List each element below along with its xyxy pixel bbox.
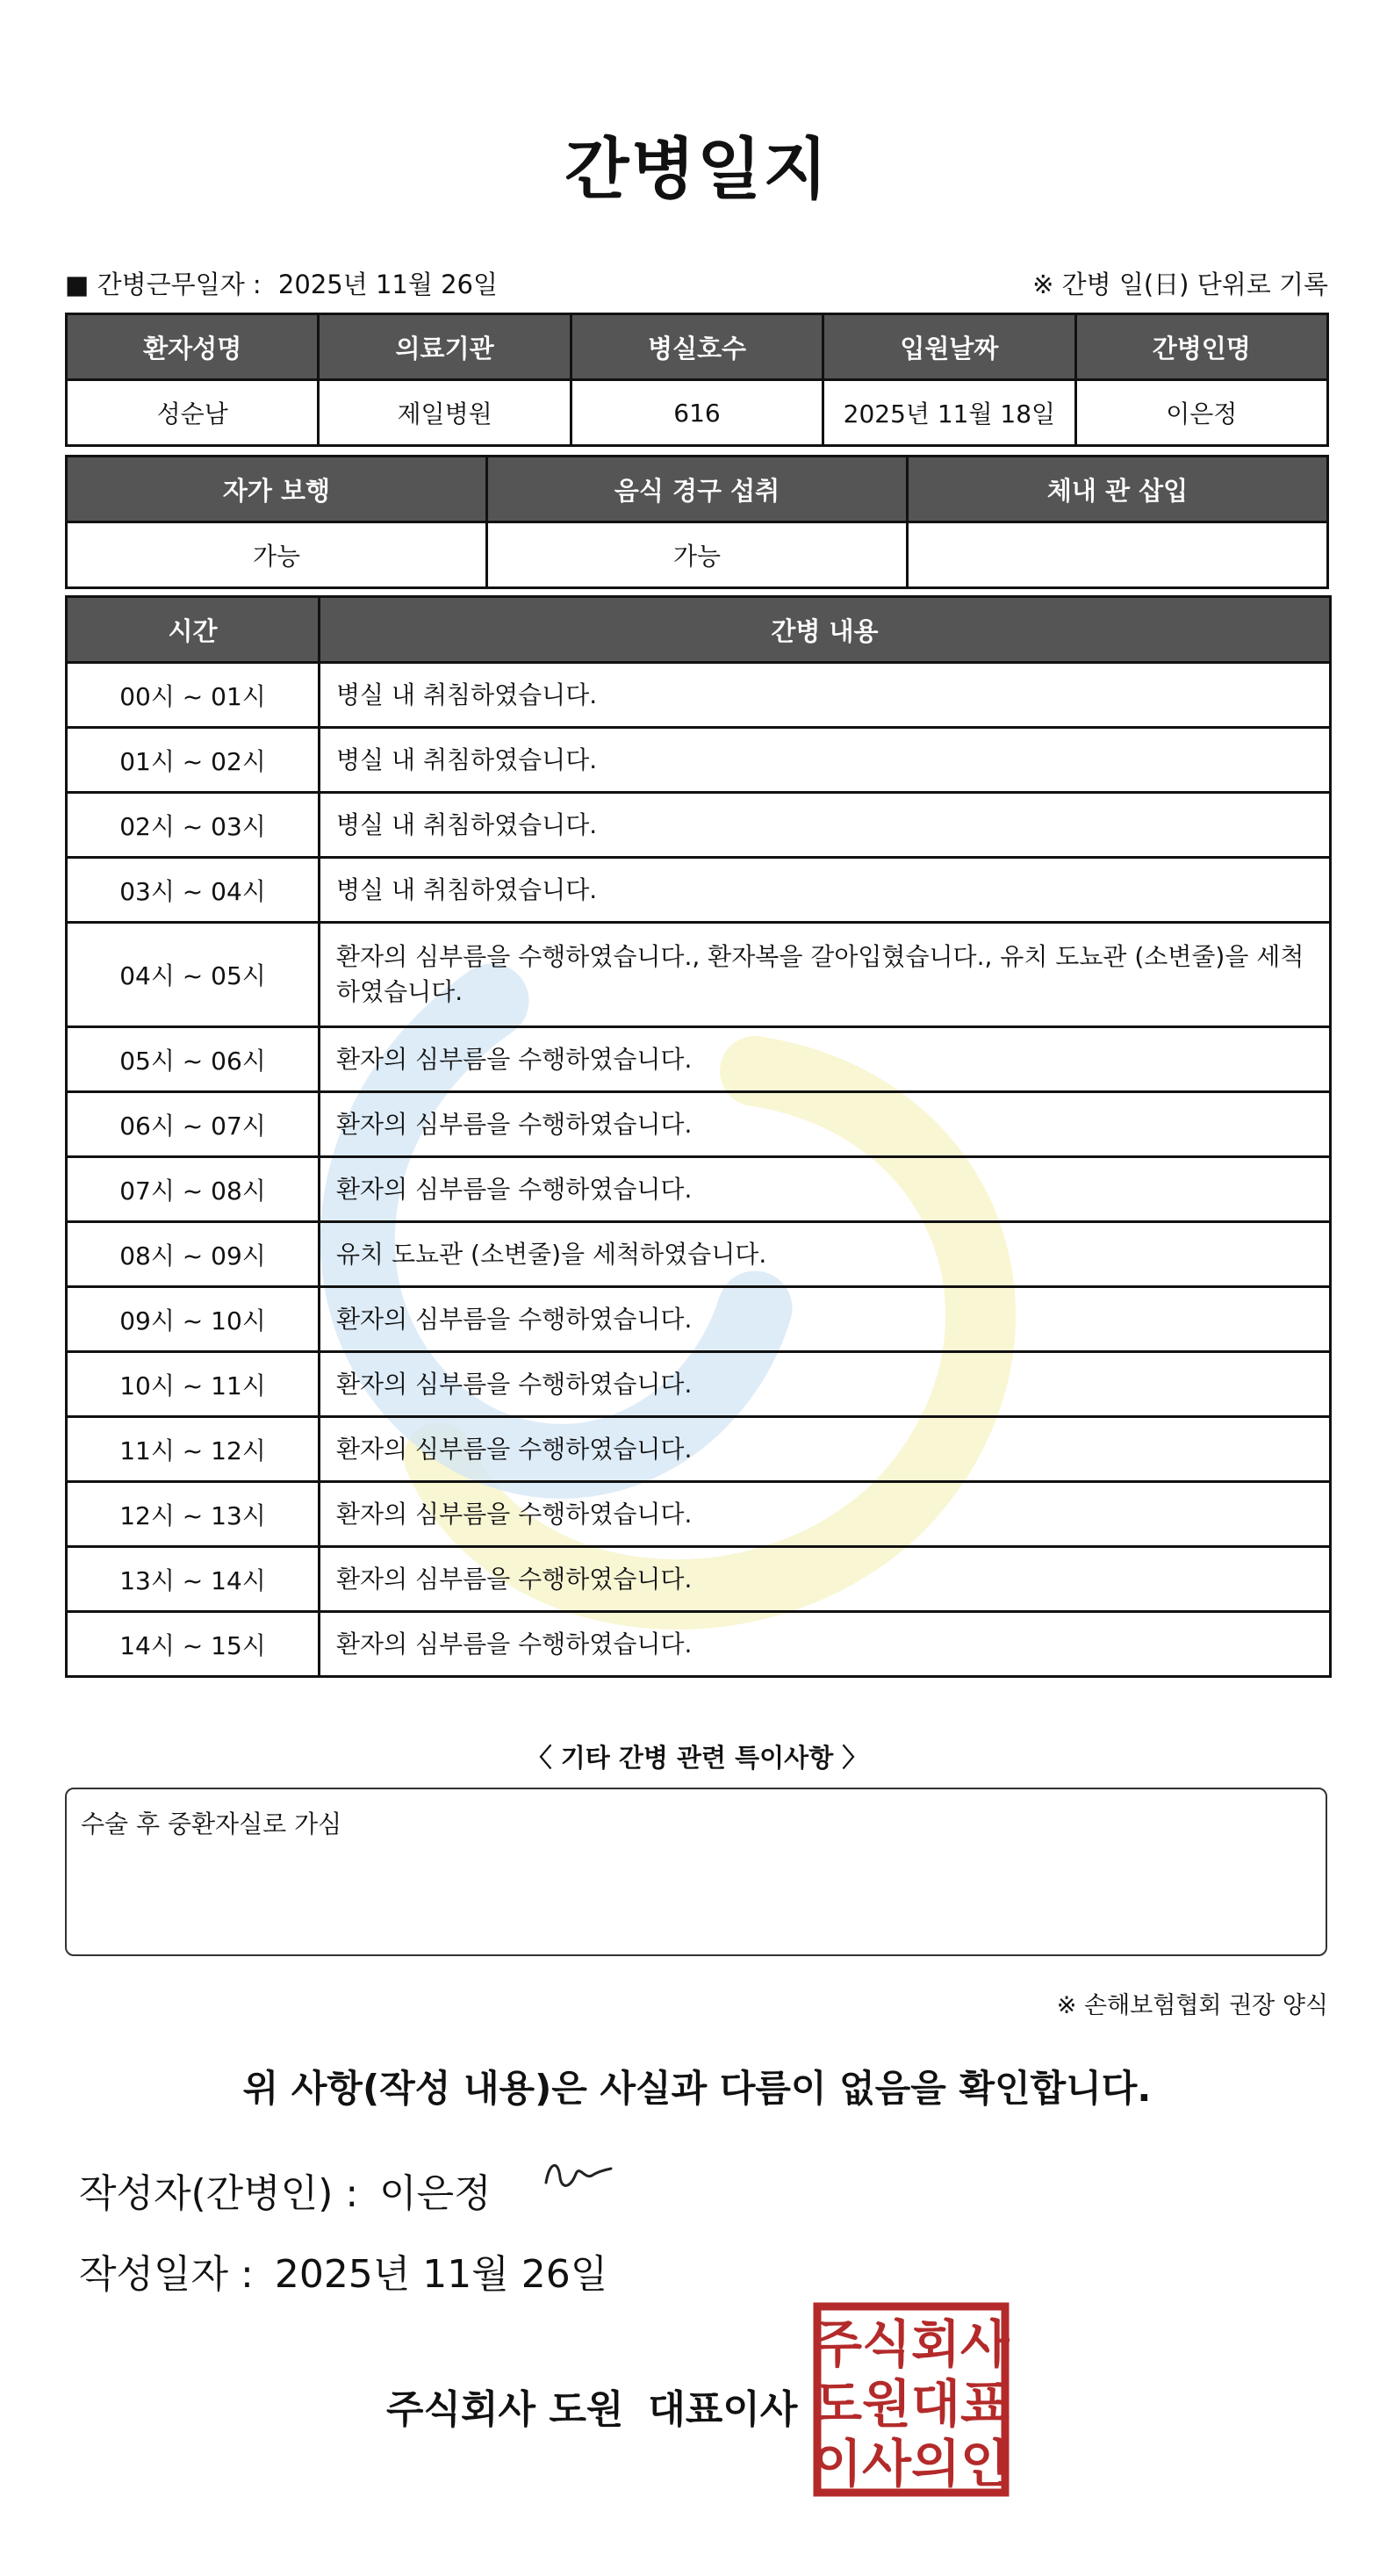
representative-title: 대표이사 — [648, 2387, 798, 2432]
log-time: 09시 ~ 10시 — [67, 1287, 320, 1352]
log-time: 13시 ~ 14시 — [67, 1547, 320, 1612]
page-title: 간병일지 — [564, 130, 830, 208]
care-log-table — [65, 595, 1332, 1678]
log-content: 병실 내 취침하였습니다. — [320, 793, 1331, 858]
table-row — [67, 1027, 1331, 1092]
room-number: 616 — [571, 380, 823, 446]
hospital-name: 제일병원 — [319, 380, 571, 446]
signature-mark — [541, 2153, 614, 2195]
log-time: 10시 ~ 11시 — [67, 1352, 320, 1417]
admission-date: 2025년 11월 18일 — [823, 380, 1075, 446]
patient-name: 성순남 — [67, 380, 319, 446]
header-hospital: 의료기관 — [319, 314, 571, 380]
log-time: 06시 ~ 07시 — [67, 1092, 320, 1157]
tube-value — [908, 522, 1328, 588]
log-time: 11시 ~ 12시 — [67, 1417, 320, 1482]
table-header-row — [67, 314, 1328, 380]
table-row — [67, 1287, 1331, 1352]
walking-value: 가능 — [67, 522, 487, 588]
header-time: 시간 — [67, 597, 320, 663]
log-content: 환자의 심부름을 수행하였습니다. — [320, 1547, 1331, 1612]
log-content: 환자의 심부름을 수행하였습니다. — [320, 1092, 1331, 1157]
log-time: 05시 ~ 06시 — [67, 1027, 320, 1092]
form-note: ※ 손해보험협회 권장 양식 — [1056, 1992, 1328, 2019]
log-content: 환자의 심부름을 수행하였습니다. — [320, 1157, 1331, 1222]
table-row — [67, 1157, 1331, 1222]
log-content: 환자의 심부름을 수행하였습니다. — [320, 1352, 1331, 1417]
writer-line — [79, 2162, 492, 2218]
svg-text:도원대표: 도원대표 — [813, 2374, 1010, 2434]
table-row — [67, 923, 1331, 1027]
log-content: 환자의 심부름을 수행하였습니다. — [320, 1417, 1331, 1482]
special-notes-title: 〈 기타 간병 관련 특이사항 〉 — [526, 1743, 868, 1773]
oral-intake-value: 가능 — [487, 522, 908, 588]
log-time: 02시 ~ 03시 — [67, 793, 320, 858]
header-tube: 체내 관 삽입 — [908, 457, 1328, 522]
table-row — [67, 728, 1331, 793]
company-name: 주식회사 도원 — [386, 2387, 624, 2432]
patient-info-table — [65, 313, 1329, 447]
log-time: 04시 ~ 05시 — [67, 923, 320, 1027]
table-row — [67, 793, 1331, 858]
write-date-label: 작성일자 : — [79, 2252, 254, 2297]
company-line — [386, 2378, 797, 2434]
header-walking: 자가 보행 — [67, 457, 487, 522]
log-time: 03시 ~ 04시 — [67, 858, 320, 923]
work-date — [65, 265, 498, 301]
table-row — [67, 380, 1328, 446]
header-admission-date: 입원날짜 — [823, 314, 1075, 380]
write-date-value: 2025년 11월 26일 — [274, 2252, 608, 2297]
table-row — [67, 663, 1331, 728]
work-date-value: 2025년 11월 26일 — [277, 270, 499, 299]
log-content: 환자의 심부름을 수행하였습니다. — [320, 1287, 1331, 1352]
caregiver-name: 이은정 — [1075, 380, 1327, 446]
log-time: 00시 ~ 01시 — [67, 663, 320, 728]
log-content: 환자의 심부름을 수행하였습니다. — [320, 1612, 1331, 1677]
table-row — [67, 1417, 1331, 1482]
log-content: 병실 내 취침하였습니다. — [320, 663, 1331, 728]
log-content: 병실 내 취침하였습니다. — [320, 858, 1331, 923]
svg-text:이사의인: 이사의인 — [813, 2434, 1010, 2493]
table-header-row — [67, 597, 1331, 663]
log-content: 환자의 심부름을 수행하였습니다., 환자복을 갈아입혔습니다., 유치 도뇨관 (소변줄)을 세척하였습니다. — [320, 923, 1331, 1027]
table-row — [67, 1222, 1331, 1287]
log-content: 유치 도뇨관 (소변줄)을 세척하였습니다. — [320, 1222, 1331, 1287]
table-row — [67, 1612, 1331, 1677]
table-row — [67, 522, 1328, 588]
header-patient-name: 환자성명 — [67, 314, 319, 380]
svg-text:주식회사: 주식회사 — [813, 2314, 1010, 2374]
log-time: 08시 ~ 09시 — [67, 1222, 320, 1287]
header-care-content: 간병 내용 — [320, 597, 1331, 663]
record-note: ※ 간병 일(日) 단위로 기록 — [1032, 270, 1328, 299]
table-row — [67, 1482, 1331, 1547]
log-time: 14시 ~ 15시 — [67, 1612, 320, 1677]
special-notes-box: 수술 후 중환자실로 가심 — [65, 1788, 1327, 1956]
work-date-label: ■ 간병근무일자 : — [65, 270, 262, 299]
header-oral-intake: 음식 경구 섭취 — [487, 457, 908, 522]
header-caregiver: 간병인명 — [1075, 314, 1327, 380]
log-content: 환자의 심부름을 수행하였습니다. — [320, 1027, 1331, 1092]
log-content: 환자의 심부름을 수행하였습니다. — [320, 1482, 1331, 1547]
writer-label: 작성자(간병인) : — [79, 2171, 359, 2216]
log-time: 12시 ~ 13시 — [67, 1482, 320, 1547]
header-room: 병실호수 — [571, 314, 823, 380]
log-content: 병실 내 취침하였습니다. — [320, 728, 1331, 793]
table-header-row — [67, 457, 1328, 522]
company-seal-stamp — [813, 2302, 1010, 2497]
log-time: 01시 ~ 02시 — [67, 728, 320, 793]
write-date-line — [79, 2242, 607, 2299]
table-row — [67, 1092, 1331, 1157]
patient-condition-table — [65, 455, 1329, 589]
writer-name: 이은정 — [379, 2171, 492, 2216]
table-row — [67, 1352, 1331, 1417]
table-row — [67, 858, 1331, 923]
log-time: 07시 ~ 08시 — [67, 1157, 320, 1222]
confirmation-statement: 위 사항(작성 내용)은 사실과 다름이 없음을 확인합니다. — [242, 2067, 1152, 2110]
table-row — [67, 1547, 1331, 1612]
